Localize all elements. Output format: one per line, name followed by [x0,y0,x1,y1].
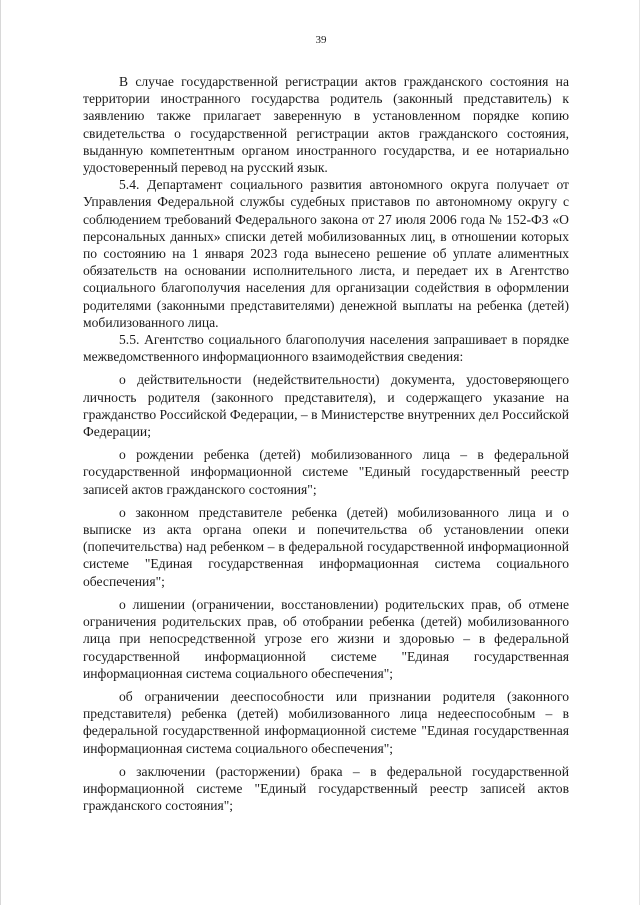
page-number: 39 [315,34,327,46]
paragraph-5-5: 5.5. Агентство социального благополучия населения запрашивает в порядке межведомственного информационного взаимодействия сведения: [83,332,569,365]
paragraph-5-4: 5.4. Департамент социального развития автономного округа получает от Управления Федеральной службы судебных приставов по автономному округу с соблюдением требований Федерального закона от 27 июля 2006 года № 152-ФЗ «О персональных данных» списки детей мобилизованных лиц, в отношении которых по состоянию на 1 января 2023 года вынесено решение об уплате алиментных обязательств на основании исполнительного листа, и передает их в Агентство социального благополучия населения для организации содействия в оформлении родителями (законными представителями) денежной выплаты на ребенка (детей) мобилизованного лица. [83,177,569,330]
paragraph-marriage-record: о заключении (расторжении) брака – в федеральной государственной информационной системе "Единый государственный реестр записей актов гражданского состояния"; [83,763,569,814]
paragraph-parental-rights: о лишении (ограничении, восстановлении) родительских прав, об отмене ограничения родительских прав, об отобрании ребенка (детей) мобилизованного лица при непосредственной угрозе его жизни и здоровью – в федеральной государственной информационной системе "Единая государственная информационная система социального обеспечения"; [83,596,569,681]
document-body [83,73,569,814]
paragraph-foreign-registration: В случае государственной регистрации актов гражданского состояния на территории иностранного государства родитель (законный представитель) к заявлению также прилагает заверенную в установленном порядке копию свидетельства о государственной регистрации актов гражданского состояния, выданную компетентным органом иностранного государства, и ее нотариально удостоверенный перевод на русский язык. [83,74,569,176]
paragraph-legal-capacity: об ограничении дееспособности или признании родителя (законного представителя) ребенка (детей) мобилизованного лица недееспособным – в федеральной государственной информационной системе "Единая государственная информационная система социального обеспечения"; [83,688,569,756]
paragraph-legal-representative: о законном представителе ребенка (детей) мобилизованного лица и о выписке из акта органа опеки и попечительства об установлении опеки (попечительства) над ребенком – в федеральной государственной информационной системе "Единая государственная информационная система социального обеспечения"; [83,504,569,589]
paragraph-identity-document: о действительности (недействительности) документа, удостоверяющего личность родителя (законного представителя), и содержащего указание на гражданство Российской Федерации, – в Министерстве внутренних дел Российской Федерации; [83,372,569,440]
paragraph-birth-record: о рождении ребенка (детей) мобилизованного лица – в федеральной государственной информационной системе "Единый государственный реестр записей актов гражданского состояния"; [83,447,569,497]
